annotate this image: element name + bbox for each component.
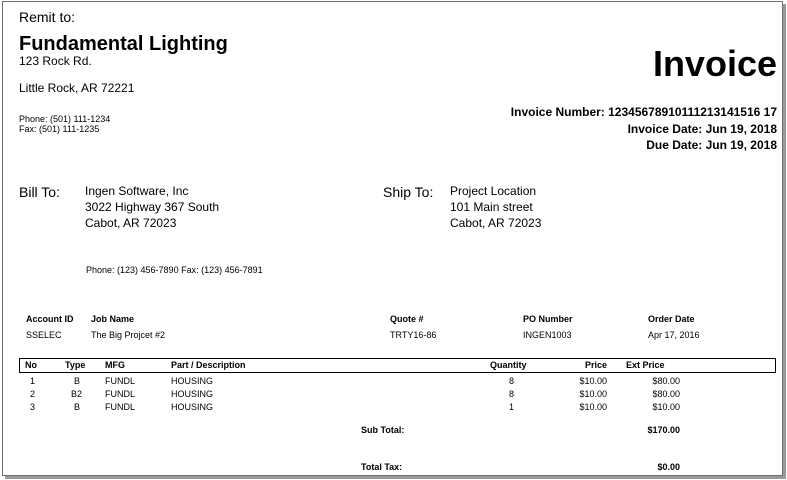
bill-to-label: Bill To: — [19, 184, 60, 200]
company-phone: Phone: (501) 111-1234 — [19, 114, 111, 124]
row-qty: 1 — [509, 402, 515, 412]
col-mfg-header: MFG — [105, 360, 125, 370]
row-no: 2 — [30, 389, 36, 399]
job-name-value: The Big Projcet #2 — [91, 330, 166, 340]
row-ext-price: $80.00 — [652, 389, 680, 399]
po-number-value: INGEN1003 — [523, 330, 572, 340]
row-qty: 8 — [509, 376, 515, 386]
account-id-value: SSELEC — [26, 330, 62, 340]
invoice-title: Invoice — [652, 43, 777, 84]
quote-value: TRTY16-86 — [390, 330, 437, 340]
page-shadow-bottom — [5, 476, 786, 479]
row-mfg: FUNDL — [105, 376, 136, 386]
invoice-number: Invoice Number: 12345678910111213141516 17 — [510, 105, 777, 119]
row-no: 3 — [30, 402, 36, 412]
company-name: Fundamental Lighting — [19, 33, 228, 55]
row-qty: 8 — [509, 389, 515, 399]
row-price: $10.00 — [579, 389, 607, 399]
col-type-header: Type — [65, 360, 86, 370]
subtotal-label: Sub Total: — [361, 425, 405, 435]
row-mfg: FUNDL — [105, 402, 136, 412]
ship-to-name: Project Location — [450, 184, 537, 198]
ship-to-street: 101 Main street — [450, 200, 533, 214]
row-desc: HOUSING — [171, 402, 214, 412]
company-address-line1: 123 Rock Rd. — [19, 54, 92, 68]
row-ext-price: $80.00 — [652, 376, 680, 386]
account-id-header: Account ID — [26, 314, 74, 324]
row-price: $10.00 — [579, 402, 607, 412]
job-name-header: Job Name — [91, 314, 135, 324]
company-address-line2: Little Rock, AR 72221 — [19, 81, 135, 95]
row-type: B — [74, 376, 81, 386]
row-desc: HOUSING — [171, 389, 214, 399]
col-ext-header: Ext Price — [626, 360, 665, 370]
col-price-header: Price — [584, 360, 607, 370]
row-desc: HOUSING — [171, 376, 214, 386]
ship-to-city: Cabot, AR 72023 — [450, 216, 542, 230]
total-tax-label: Total Tax: — [361, 462, 403, 472]
bill-to-street: 3022 Highway 367 South — [85, 200, 220, 214]
po-number-header: PO Number — [523, 314, 573, 324]
row-price: $10.00 — [579, 376, 607, 386]
col-no-header: No — [25, 360, 37, 370]
remit-label: Remit to: — [19, 9, 76, 25]
invoice-date: Invoice Date: Jun 19, 2018 — [627, 122, 777, 136]
order-date-value: Apr 17, 2016 — [648, 330, 700, 340]
order-date-header: Order Date — [648, 314, 695, 324]
quote-header: Quote # — [390, 314, 424, 324]
company-fax: Fax: (501) 111-1235 — [19, 124, 100, 134]
col-qty-header: Quantity — [490, 360, 527, 370]
bill-to-name: Ingen Software, Inc — [85, 184, 189, 198]
bill-to-contact: Phone: (123) 456-7890 Fax: (123) 456-7891 — [86, 265, 263, 275]
total-tax-value: $0.00 — [657, 462, 680, 472]
page-shadow-right — [783, 4, 786, 478]
row-mfg: FUNDL — [105, 389, 136, 399]
row-type: B2 — [71, 389, 83, 399]
subtotal-value: $170.00 — [647, 425, 680, 435]
col-desc-header: Part / Description — [171, 360, 246, 370]
row-ext-price: $10.00 — [652, 402, 680, 412]
row-type: B — [74, 402, 81, 412]
row-no: 1 — [30, 376, 36, 386]
ship-to-label: Ship To: — [383, 184, 434, 200]
due-date: Due Date: Jun 19, 2018 — [646, 138, 777, 152]
bill-to-city: Cabot, AR 72023 — [85, 216, 177, 230]
